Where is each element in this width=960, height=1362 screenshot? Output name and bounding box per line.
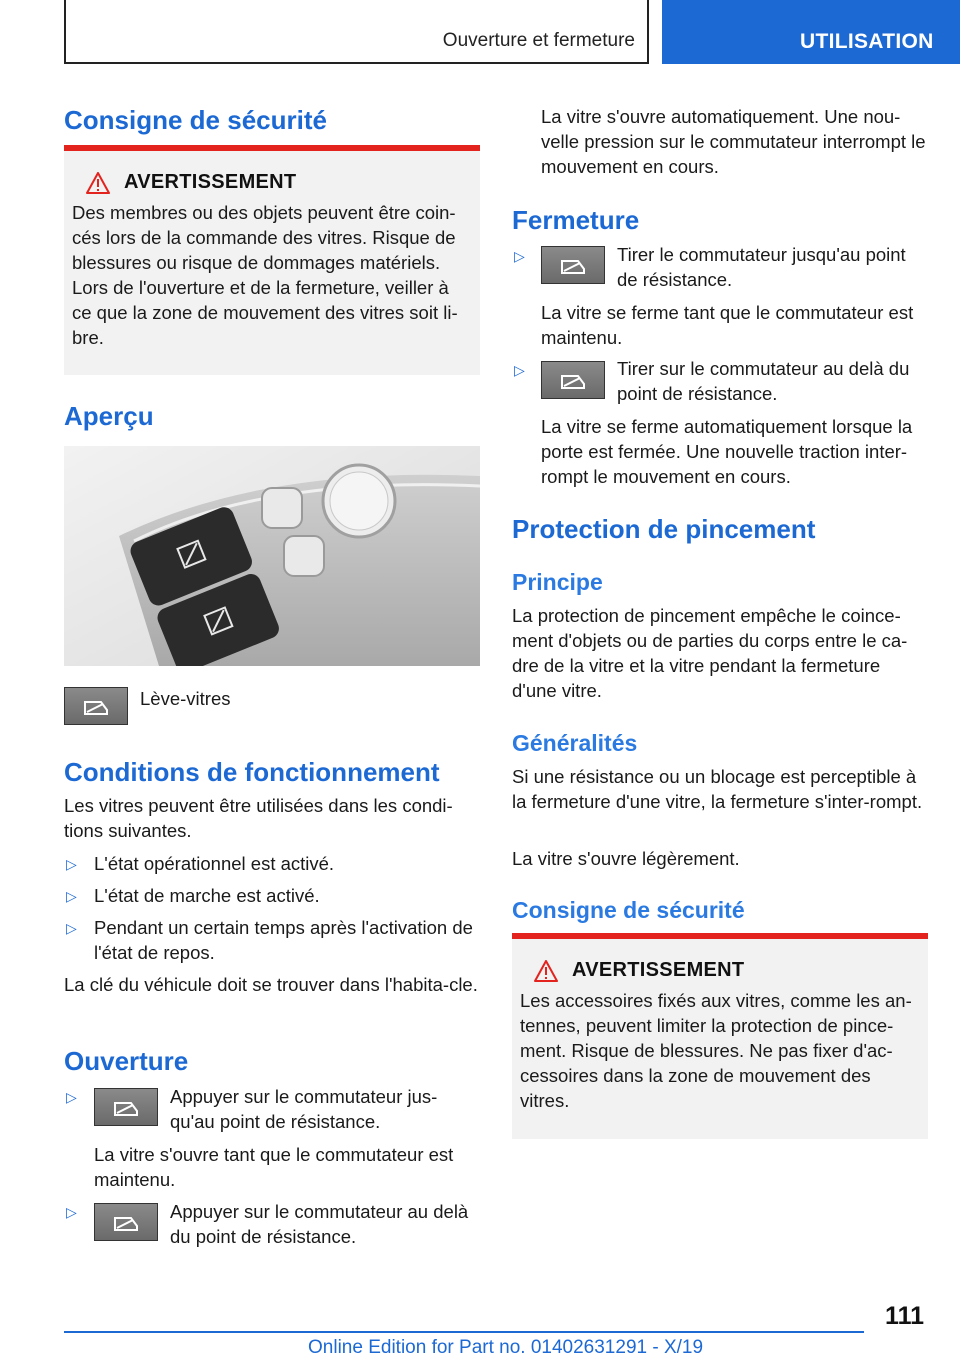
closing-title: Fermeture bbox=[512, 205, 640, 235]
conditions-item-2: L'état de marche est activé. bbox=[94, 885, 320, 906]
window-switch-icon bbox=[94, 1203, 158, 1241]
closing-item-1-result: La vitre se ferme tant que le commutateur est maintenu. bbox=[541, 302, 914, 348]
triangle-bullet-icon: ▷ bbox=[514, 362, 525, 378]
triangle-bullet-icon: ▷ bbox=[514, 248, 525, 264]
triangle-bullet-icon: ▷ bbox=[66, 1204, 77, 1220]
principle-text: La protection de pincement empêche le coince-ment d'objets ou de parties du corps entre le ca-dre de la vitre et la vitre pendant la fermeture d'une vitre. bbox=[512, 605, 908, 701]
closing-item-1-action: Tirer le commutateur jusqu'au point de résistance. bbox=[617, 244, 906, 290]
window-switch-icon bbox=[64, 687, 128, 725]
window-switch-photo bbox=[64, 446, 480, 666]
window-switch-icon bbox=[94, 1088, 158, 1126]
triangle-bullet-icon: ▷ bbox=[66, 888, 77, 904]
warning-label-1: AVERTISSEMENT bbox=[124, 171, 297, 193]
header-chapter-tab[interactable]: UTILISATION bbox=[662, 0, 960, 64]
overview-title: Aperçu bbox=[64, 401, 154, 431]
conditions-intro: Les vitres peuvent être utilisées dans les condi-tions suivantes. bbox=[64, 795, 453, 841]
closing-item-2-action: Tirer sur le commutateur au delà du point de résistance. bbox=[617, 358, 910, 404]
general-title: Généralités bbox=[512, 730, 638, 756]
triangle-bullet-icon: ▷ bbox=[66, 920, 77, 936]
opening-item-2-action: Appuyer sur le commutateur au delà du point de résistance. bbox=[170, 1201, 469, 1247]
footer-edition: Online Edition for Part no. 01402631291 - X/19 bbox=[308, 1337, 704, 1358]
warning-box-2 bbox=[512, 933, 928, 1139]
warning-text-1: Des membres ou des objets peuvent être coin-cés lors de la commande des vitres. Risque de blessures ou risque de dommages matériels. Lors de l'ouverture et de la fermeture, veiller à ce que la zone de mouvement des vitres soit li-bre. bbox=[72, 202, 458, 348]
warning-triangle-icon bbox=[534, 960, 558, 982]
closing-item-2-result: La vitre se ferme automatiquement lorsque la porte est fermée. Une nouvelle traction inter-rompt le mouvement en cours. bbox=[541, 416, 913, 487]
principle-title: Principe bbox=[512, 569, 603, 595]
general-text-2: La vitre s'ouvre légèrement. bbox=[512, 848, 740, 869]
opening-item-1-action: Appuyer sur le commutateur jus-qu'au point de résistance. bbox=[170, 1086, 438, 1132]
conditions-title: Conditions de fonctionnement bbox=[64, 757, 440, 787]
opening-continued: La vitre s'ouvre automatiquement. Une nou-velle pression sur le commutateur interrompt le mouvement en cours. bbox=[541, 106, 926, 177]
pinch-protection-title: Protection de pincement bbox=[512, 514, 816, 544]
warning-box-1 bbox=[64, 145, 480, 375]
warning-header-1 bbox=[72, 171, 472, 194]
warning-header-2 bbox=[520, 959, 920, 982]
conditions-item-1: L'état opérationnel est activé. bbox=[94, 853, 335, 874]
footer-divider bbox=[64, 1331, 864, 1333]
switch-caption: Lève-vitres bbox=[140, 688, 231, 709]
warning-text-2: Les accessoires fixés aux vitres, comme les an-tennes, peuvent limiter la protection de pince-ment. Risque de blessures. Ne pas fixer d'ac-cessoires dans la zone de mouvement des vitres. bbox=[520, 990, 912, 1111]
safety-title-right: Consigne de sécurité bbox=[512, 897, 745, 923]
warning-label-2: AVERTISSEMENT bbox=[572, 959, 745, 981]
safety-title-left: Consigne de sécurité bbox=[64, 105, 327, 135]
conditions-note: La clé du véhicule doit se trouver dans l'habita-cle. bbox=[64, 974, 478, 995]
window-switch-icon bbox=[541, 246, 605, 284]
triangle-bullet-icon: ▷ bbox=[66, 1089, 77, 1105]
window-switch-photo-art bbox=[64, 446, 480, 666]
warning-triangle-icon bbox=[86, 172, 110, 194]
window-switch-icon bbox=[541, 361, 605, 399]
header-section-title: Ouverture et fermeture bbox=[442, 30, 635, 51]
triangle-bullet-icon: ▷ bbox=[66, 856, 77, 872]
general-text-1: Si une résistance ou un blocage est perceptible à la fermeture d'une vitre, la fermeture s'inter-rompt. bbox=[512, 766, 923, 812]
opening-item-1-result: La vitre s'ouvre tant que le commutateur est maintenu. bbox=[94, 1144, 454, 1190]
conditions-item-3: Pendant un certain temps après l'activation de l'état de repos. bbox=[94, 917, 473, 963]
page-number: 111 bbox=[885, 1302, 924, 1330]
opening-title: Ouverture bbox=[64, 1046, 189, 1076]
